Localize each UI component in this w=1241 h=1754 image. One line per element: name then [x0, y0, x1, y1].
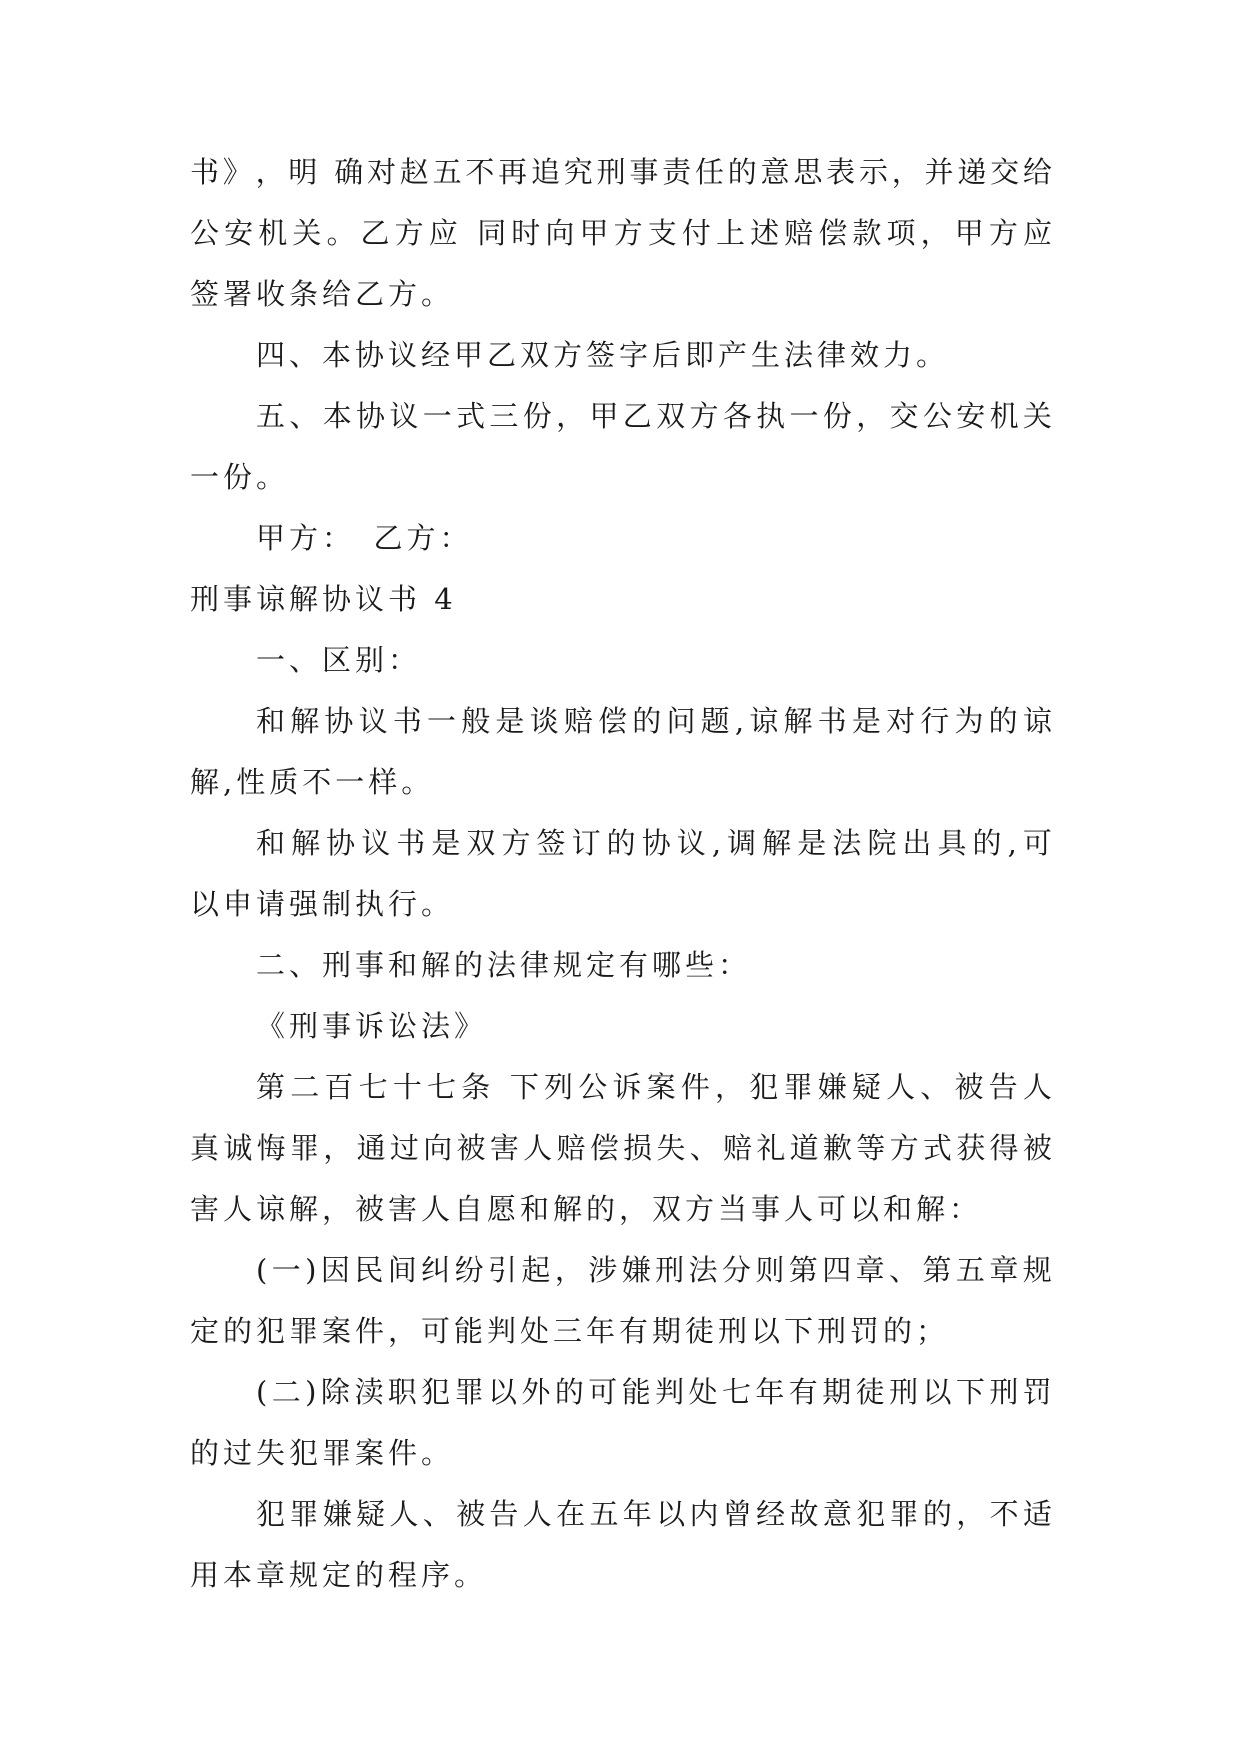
text-line: 二、刑事和解的法律规定有哪些：	[256, 948, 752, 982]
text-line: 刑事谅解协议书 4	[190, 582, 457, 616]
text-line: 的过失犯罪案件。	[190, 1436, 455, 1470]
text-line: 犯 罪 嫌 疑 人 、 被 告 人 在 五 年 以 内 曾 经 故 意 犯 罪 的 ， 不 适	[256, 1497, 1052, 1531]
text-line: 公 安 机 关 。 乙 方 应 同 时 向 甲 方 支 付 上 述 赔 偿 款 项 ， 甲 方 应	[190, 216, 1052, 250]
text-line: 害人谅解，被害人自愿和解的，双方当事人可以和解：	[190, 1192, 983, 1226]
text-line: 四、本协议经甲乙双方签字后即产生法律效力。	[256, 338, 950, 372]
text-line: 一、区别：	[256, 643, 422, 677]
text-line: ( 二 ) 除 渎 职 犯 罪 以 外 的 可 能 判 处 七 年 有 期 徒 刑 以 下 刑 罚	[256, 1375, 1052, 1409]
text-line: 甲方： 乙方：	[256, 521, 473, 555]
document-page	[190, 148, 1052, 1599]
text-line: 《刑事诉讼法》	[256, 1009, 488, 1043]
text-line: 和 解 协 议 书 是 双 方 签 订 的 协 议 , 调 解 是 法 院 出 具 的 , 可	[256, 826, 1052, 860]
text-line: 五 、 本 协 议 一 式 三 份 ， 甲 乙 双 方 各 执 一 份 ， 交 公 安 机 关	[256, 399, 1052, 433]
text-line: 以申请强制执行。	[190, 887, 455, 921]
text-line: 书 》 ， 明 确 对 赵 五 不 再 追 究 刑 事 责 任 的 意 思 表 示 ， 并 递 交 给	[190, 155, 1052, 189]
text-line: 定的犯罪案件，可能判处三年有期徒刑以下刑罚的；	[190, 1314, 950, 1348]
text-line: ( 一 ) 因 民 间 纠 纷 引 起 ， 涉 嫌 刑 法 分 则 第 四 章 、 第 五 章 规	[256, 1253, 1052, 1287]
text-line: 真 诚 悔 罪 ， 通 过 向 被 害 人 赔 偿 损 失 、 赔 礼 道 歉 等 方 式 获 得 被	[190, 1131, 1052, 1165]
text-line: 用本章规定的程序。	[190, 1558, 488, 1592]
text-line: 签署收条给乙方。	[190, 277, 455, 311]
text-line: 和 解 协 议 书 一 般 是 谈 赔 偿 的 问 题 , 谅 解 书 是 对 行 为 的 谅	[256, 704, 1052, 738]
text-line: 一份。	[190, 460, 290, 494]
text-line: 第 二 百 七 十 七 条 下 列 公 诉 案 件 ， 犯 罪 嫌 疑 人 、 被 告 人	[256, 1070, 1052, 1104]
text-line: 解,性质不一样。	[190, 765, 435, 799]
